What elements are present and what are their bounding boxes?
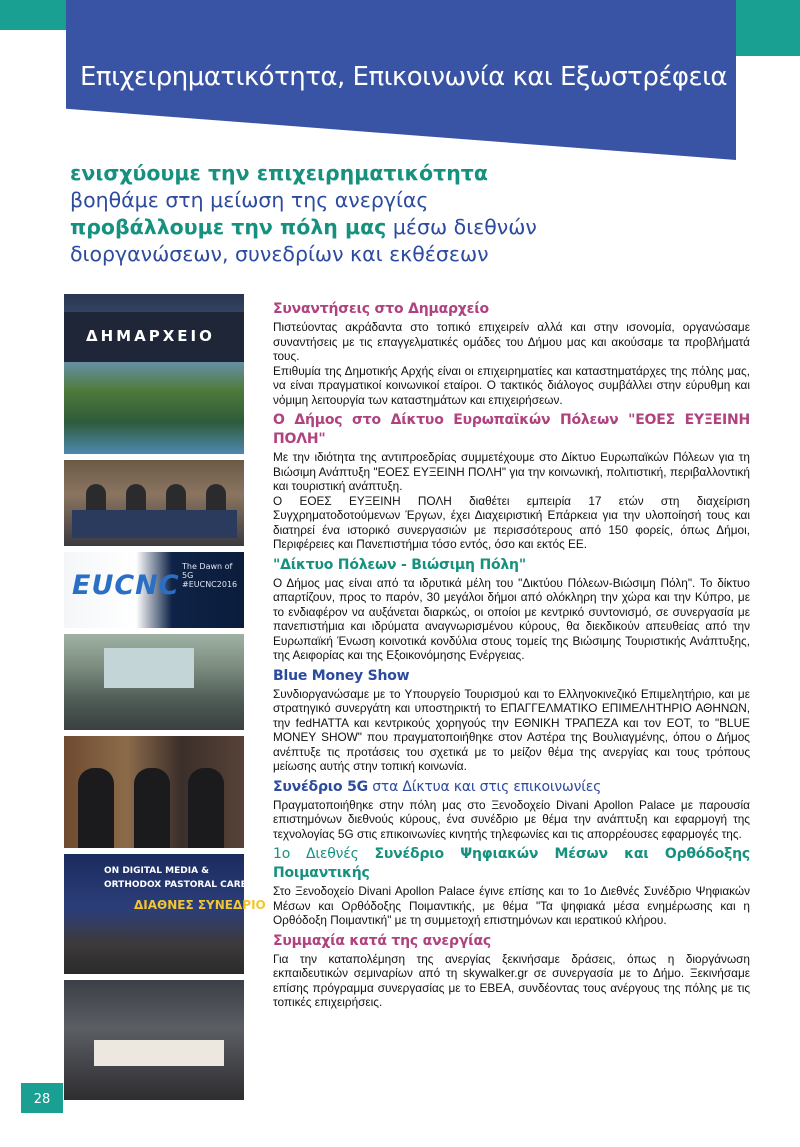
intro-line-3-highlight: προβάλλουμε την πόλη μας bbox=[70, 215, 387, 239]
section-heading: Συναντήσεις στο Δημαρχείο bbox=[273, 301, 489, 317]
section-heading-prefix: 1ο Διεθνές bbox=[273, 846, 375, 862]
intro-line-2: βοηθάμε στη μείωση της ανεργίας bbox=[70, 188, 429, 212]
section-digital-media-conference bbox=[273, 845, 750, 928]
section-town-hall-meetings bbox=[273, 300, 750, 407]
person-figure bbox=[134, 768, 170, 848]
conference-banner-line-1: ON DIGITAL MEDIA & bbox=[104, 866, 210, 876]
section-heading: "Δίκτυο Πόλεων - Βιώσιμη Πόλη" bbox=[273, 556, 526, 573]
person-figure bbox=[78, 768, 114, 848]
section-body: Επιθυμία της Δημοτικής Αρχής είναι οι επιχειρηματίες και καταστηματάρχες της πόλης μας, να είναι πραγματικοί κοινωνικοί εταίροι. Ο τακτικός διάλογος συμβάλλει στην εύρυθμη και νόμιμη λειτουργία των καταστημάτων και επιχειρήσεων. bbox=[273, 363, 750, 407]
town-hall-sign-text: ΔΗΜΑΡΧΕΙΟ bbox=[86, 327, 215, 345]
section-heading: Blue Money Show bbox=[273, 667, 410, 684]
section-heading-bold: Συνέδριο Ψηφιακών Μέσων και Ορθόδοξης Ποιμαντικής bbox=[273, 846, 750, 881]
section-5g-conference bbox=[273, 778, 750, 842]
section-body: Πιστεύοντας ακράδαντα στο τοπικό επιχειρείν αλλά και στην ισονομία, οργανώσαμε συναντήσεις με τις επαγγελματικές ομάδες του Δήμου μας και ακούσαμε τα προβλήματά τους. bbox=[273, 320, 750, 363]
page-number: 28 bbox=[21, 1083, 63, 1113]
clergy-officials-photo bbox=[64, 736, 244, 848]
section-heading-rest: στα Δίκτυα και στις επικοινωνίες bbox=[367, 778, 602, 795]
section-sustainable-city bbox=[273, 556, 750, 663]
section-heading bbox=[273, 778, 750, 797]
intro-line-4: διοργανώσεων, συνεδρίων και εκθέσεων bbox=[70, 242, 489, 266]
agreement-signing-photo bbox=[64, 980, 244, 1100]
town-hall-sign bbox=[64, 312, 244, 362]
page-title: Επιχειρηματικότητα, Επικοινωνία και Εξωστρέφεια bbox=[80, 62, 728, 92]
section-unemployment-alliance bbox=[273, 932, 750, 1010]
intro-line-3 bbox=[70, 214, 630, 241]
eucnc-tagline-text: The Dawn of 5G bbox=[182, 562, 233, 580]
section-body: Ο Δήμος μας είναι από τα ιδρυτικά μέλη του "Δικτύου Πόλεων-Βιώσιμη Πόλη". Το δίκτυο απαρτίζουν, προς το παρόν, 30 μεγάλοι δήμοι από ολόκληρη την χώρα και την Κύπρο, με το ενδιαφέρον να αυξάνεται διαρκώς, οι οποίοι με κεντρικό συντονισμό, σε συνεργασία με πανεπιστήμια και ιδρύματα αναγνωρισμένου κύρους, θα διεκδικούν απευθείας από την Ευρωπαϊκή Ένωση κοινοτικά κονδύλια στους τομείς της Βιώσιμης Τουριστικής Ανάπτυξης, της Αειφορίας και της Εξοικονόμησης Ενέργειας. bbox=[273, 575, 750, 662]
photo-column bbox=[64, 294, 266, 1106]
section-body: Με την ιδιότητα της αντιπροεδρίας συμμετέχουμε στο Δίκτυο Ευρωπαϊκών Πόλεων για τη Βιώσιμη Ανάπτυξη "ΕΟΕΣ ΕΥΞΕΙΝΗ ΠΟΛΗ" για την κοινωνική, πολιτιστική, περιβαλλοντική και τουριστική ανάπτυξη. bbox=[273, 450, 750, 493]
conference-banner-line-2: ORTHODOX PASTORAL CARE bbox=[104, 880, 247, 890]
section-blue-money-show bbox=[273, 667, 750, 774]
section-body: Στο Ξενοδοχείο Divani Apollon Palace έγινε επίσης και το 1ο Διεθνές Συνέδριο Ψηφιακών Μέσων και Ορθόδοξης Ποιμαντικής, με θέμα "Τα ψηφιακά μέσα ενημέρωσης και η Ορθόδοξη Ποιμαντική" με τη συμμετοχή επιστημόνων και ιερατικού κλήρου. bbox=[273, 884, 750, 927]
conference-hall-photo bbox=[64, 634, 244, 730]
meeting-panel-photo bbox=[64, 460, 244, 546]
eucnc-tagline bbox=[182, 562, 244, 589]
section-heading: Συμμαχία κατά της ανεργίας bbox=[273, 932, 491, 949]
intro-block bbox=[70, 160, 630, 268]
digital-media-conference-photo bbox=[64, 854, 266, 974]
section-body: Συνδιοργανώσαμε με το Υπουργείο Τουρισμού και το Ελληνοκινεζικό Επιμελητήριο, και με στρατηγικό συνεργάτη και υποστηρικτή το ΕΠΑΓΓΕΛΜΑΤΙΚΟ ΕΠΙΜΕΛΗΤΗΡΙΟ ΑΘΗΝΩΝ, την fedHATTA και κεντρικούς χορηγούς την ΕΘΝΙΚΗ ΤΡΑΠΕΖΑ και τον ΕΟΤ, το "BLUE MONEY SHOW" που πραγματοποιήθηκε στον Αστέρα της Βουλιαγμένης, όπου ο Δήμος ανέπτυξε τις προτάσεις του σχετικά με το μείζον θέμα της ανεργίας και τους τρόπους μείωσης αυτής στην τοπική κοινωνία. bbox=[273, 686, 750, 773]
corner-accent-left bbox=[0, 0, 66, 30]
eucnc-hashtag: #EUCNC2016 bbox=[182, 580, 238, 589]
section-heading bbox=[273, 845, 750, 883]
main-content bbox=[273, 300, 750, 1014]
eucnc-logo: EUCNC bbox=[72, 570, 180, 601]
intro-line-3-rest: μέσω διεθνών bbox=[386, 215, 537, 239]
town-hall-aerial-photo bbox=[64, 294, 244, 454]
intro-line-1: ενισχύουμε την επιχειρηματικότητα bbox=[70, 161, 488, 185]
section-heading: Ο Δήμος στο Δίκτυο Ευρωπαϊκών Πόλεων "ΕΟΕΣ ΕΥΞΕΙΝΗ ΠΟΛΗ" bbox=[273, 412, 750, 447]
signing-table bbox=[94, 1040, 224, 1066]
section-heading-bold: Συνέδριο 5G bbox=[273, 778, 368, 795]
corner-accent-right bbox=[736, 0, 800, 56]
section-body: Ο ΕΟΕΣ ΕΥΞΕΙΝΗ ΠΟΛΗ διαθέτει εμπειρία 17 ετών στη διαχείριση Συγχρηματοδοτούμενων Έργων, έχει Διαχειριστική Επάρκεια για την υλοποίησή τους και διατηρεί ένα ιστορικό συνεργασιών με περισσότερους από 150 φορείς, όπως Δήμοι, Περιφέρειες και Πανεπιστήμια τόσο εντός, όσο και εκτός ΕΕ. bbox=[273, 493, 750, 551]
person-figure bbox=[188, 768, 224, 848]
conference-banner-line-3: ΔΙΑΘΝΕΣ ΣΥΝΕΔΡΙΟ bbox=[134, 898, 266, 912]
panel-table bbox=[72, 510, 237, 538]
eucnc-banner-photo bbox=[64, 552, 244, 628]
conference-stage bbox=[104, 648, 194, 688]
section-body: Για την καταπολέμηση της ανεργίας ξεκινήσαμε δράσεις, όπως η διοργάνωση εκπαιδευτικών σεμιναρίων από τη skywalker.gr σε συνεργασία με το Δήμο. Ξεκινήσαμε επίσης πρόγραμμα συνεργασίας με το ΕΒΕΑ, συνδέοντας τους ανέργους της πόλης με τις τοπικές επιχειρήσεις. bbox=[273, 951, 750, 1009]
section-euxini-network bbox=[273, 411, 750, 552]
section-body: Πραγματοποιήθηκε στην πόλη μας στο Ξενοδοχείο Divani Apollon Palace με παρουσία επιστημόνων διεθνούς κύρους, ένα συνέδριο με θέμα την ανάπτυξη και εφαρμογή της τεχνολογίας 5G στις επικοινωνίες κινητής τηλεφωνίες και τις απορρέουσες εφαρμογές της. bbox=[273, 797, 750, 841]
